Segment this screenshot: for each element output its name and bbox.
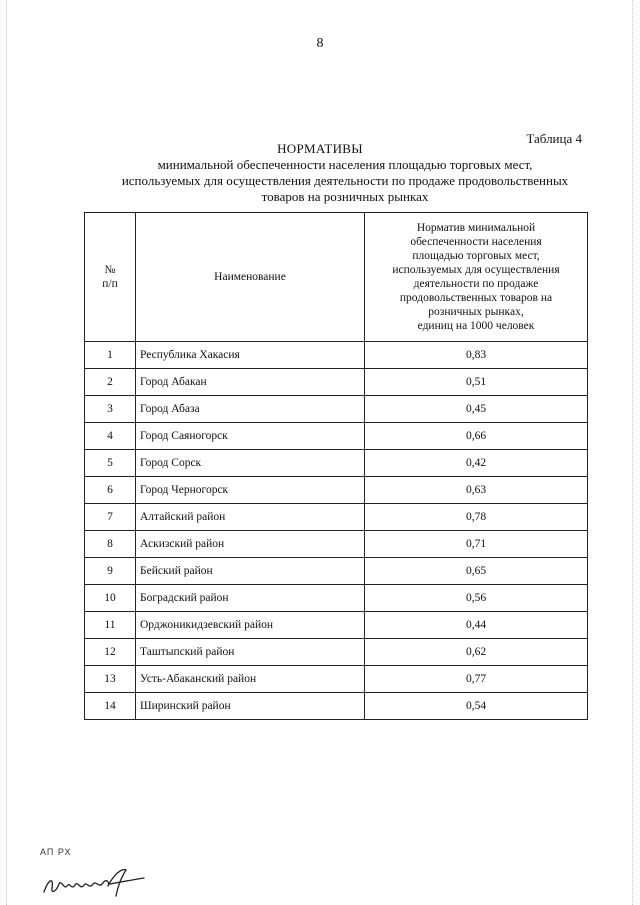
header-norm-line: обеспеченности населения bbox=[410, 236, 542, 248]
scan-edge-left bbox=[6, 0, 8, 905]
row-number: 14 bbox=[85, 693, 136, 720]
footer-registry-mark: АП РХ bbox=[40, 847, 72, 857]
table-row bbox=[85, 612, 588, 639]
table-row bbox=[85, 504, 588, 531]
row-number: 5 bbox=[85, 450, 136, 477]
row-value: 0,56 bbox=[365, 585, 588, 612]
row-value: 0,62 bbox=[365, 639, 588, 666]
table-row bbox=[85, 450, 588, 477]
row-value: 0,66 bbox=[365, 423, 588, 450]
table-row bbox=[85, 558, 588, 585]
row-name: Таштыпский район bbox=[136, 639, 365, 666]
row-value: 0,45 bbox=[365, 396, 588, 423]
table-label: Таблица 4 bbox=[526, 131, 582, 146]
table-row bbox=[85, 396, 588, 423]
row-value: 0,44 bbox=[365, 612, 588, 639]
row-number: 9 bbox=[85, 558, 136, 585]
row-name: Город Саяногорск bbox=[136, 423, 365, 450]
header-norm-line: используемых для осуществления bbox=[392, 264, 560, 276]
table-row bbox=[85, 639, 588, 666]
row-value: 0,78 bbox=[365, 504, 588, 531]
row-name: Город Абакан bbox=[136, 369, 365, 396]
row-name: Боградский район bbox=[136, 585, 365, 612]
header-norm-line: площадью торговых мест, bbox=[412, 250, 540, 262]
subtitle-line: используемых для осуществления деятельности по продаже продовольственных bbox=[121, 173, 569, 188]
row-number: 2 bbox=[85, 369, 136, 396]
row-number: 6 bbox=[85, 477, 136, 504]
header-norm-line: продовольственных товаров на bbox=[399, 292, 553, 304]
row-value: 0,77 bbox=[365, 666, 588, 693]
row-name: Город Абаза bbox=[136, 396, 365, 423]
table-row bbox=[85, 693, 588, 720]
header-number-abbrev: п/п bbox=[102, 278, 118, 290]
document-subtitle bbox=[60, 157, 630, 205]
row-number: 4 bbox=[85, 423, 136, 450]
table-row bbox=[85, 423, 588, 450]
header-norm bbox=[365, 213, 588, 342]
row-value: 0,42 bbox=[365, 450, 588, 477]
row-number: 7 bbox=[85, 504, 136, 531]
table-row bbox=[85, 585, 588, 612]
row-number: 8 bbox=[85, 531, 136, 558]
row-name: Ширинский район bbox=[136, 693, 365, 720]
table-row bbox=[85, 477, 588, 504]
row-name: Город Черногорск bbox=[136, 477, 365, 504]
document-title: НОРМАТИВЫ bbox=[277, 141, 363, 156]
header-number-symbol: № bbox=[104, 264, 116, 276]
row-value: 0,71 bbox=[365, 531, 588, 558]
handwritten-signature bbox=[40, 862, 150, 900]
header-number bbox=[85, 213, 136, 342]
row-value: 0,54 bbox=[365, 693, 588, 720]
row-number: 10 bbox=[85, 585, 136, 612]
row-name: Город Сорск bbox=[136, 450, 365, 477]
row-value: 0,65 bbox=[365, 558, 588, 585]
table-row bbox=[85, 369, 588, 396]
row-name: Орджоникидзевский район bbox=[136, 612, 365, 639]
row-number: 11 bbox=[85, 612, 136, 639]
table-row bbox=[85, 666, 588, 693]
row-number: 12 bbox=[85, 639, 136, 666]
table-row bbox=[85, 531, 588, 558]
header-norm-line: розничных рынках, bbox=[428, 306, 524, 318]
row-name: Аскизский район bbox=[136, 531, 365, 558]
header-norm-line: деятельности по продаже bbox=[413, 278, 539, 290]
row-number: 1 bbox=[85, 342, 136, 369]
table-row bbox=[85, 342, 588, 369]
norms-table bbox=[84, 212, 588, 720]
row-name: Бейский район bbox=[136, 558, 365, 585]
subtitle-line: минимальной обеспеченности населения площадью торговых мест, bbox=[157, 157, 533, 172]
row-value: 0,63 bbox=[365, 477, 588, 504]
row-name: Алтайский район bbox=[136, 504, 365, 531]
scan-edge-right bbox=[632, 0, 634, 905]
row-value: 0,51 bbox=[365, 369, 588, 396]
page-number: 8 bbox=[316, 36, 324, 51]
header-norm-line: Норматив минимальной bbox=[416, 222, 536, 234]
header-norm-line: единиц на 1000 человек bbox=[417, 320, 535, 332]
row-number: 13 bbox=[85, 666, 136, 693]
row-name: Республика Хакасия bbox=[136, 342, 365, 369]
row-name: Усть-Абаканский район bbox=[136, 666, 365, 693]
header-name: Наименование bbox=[136, 213, 365, 342]
row-number: 3 bbox=[85, 396, 136, 423]
subtitle-line: товаров на розничных рынках bbox=[261, 189, 429, 204]
table-header-row bbox=[85, 213, 588, 342]
row-value: 0,83 bbox=[365, 342, 588, 369]
